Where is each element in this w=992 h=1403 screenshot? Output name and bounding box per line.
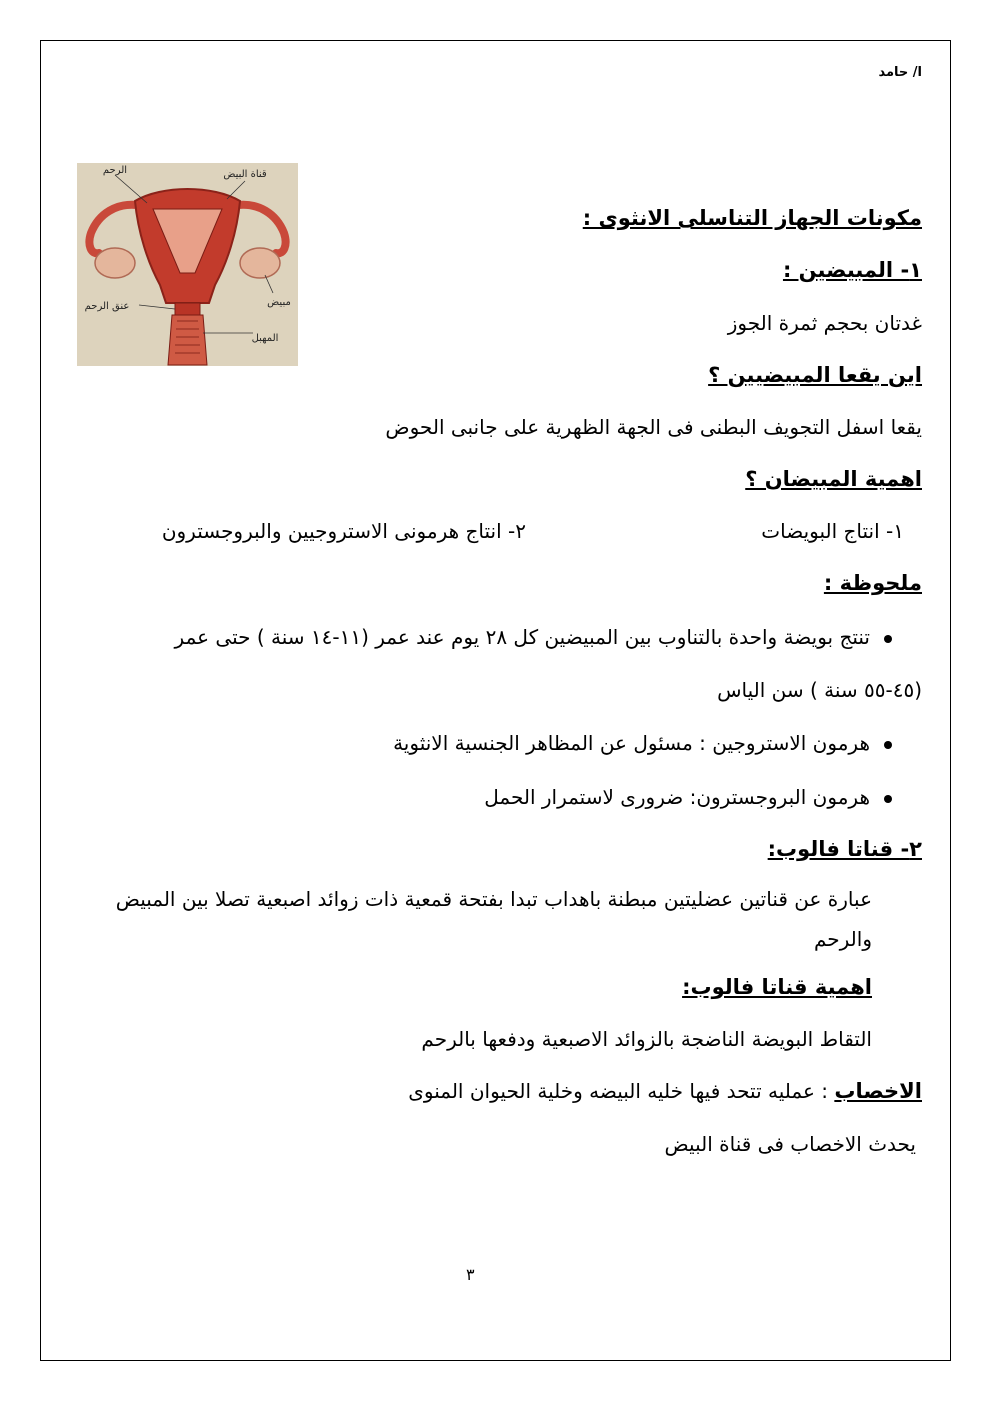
bullet-icon: [884, 741, 892, 749]
note-bullet-2-text: هرمون الاستروجين : مسئول عن المظاهر الجنسية الانثوية: [393, 731, 870, 755]
label-oviduct: قناة البيض: [223, 169, 267, 180]
ovaries-importance-2: ٢- انتاج هرمونى الاستروجيين والبروجسترون: [161, 519, 526, 543]
ovaries-heading: ١- المبيضين :: [782, 258, 922, 282]
author-header: ا/ حامد: [878, 65, 922, 80]
page-number: ٣: [466, 1265, 475, 1284]
fertilization-location: يحدث الاخصاب فى قناة البيض: [664, 1132, 916, 1156]
bullet-icon: [884, 635, 892, 643]
fallopian-description: عبارة عن قناتين عضليتين مبطنة باهداب تبدا بفتحة قمعية ذات زوائد اصبعية تصلا بين المبيض: [115, 887, 872, 911]
main-heading: مكونات الجهاز التناسلى الانثوى :: [582, 206, 922, 230]
label-vagina: المهبل: [251, 333, 279, 344]
ovaries-description: غدتان بحجم ثمرة الجوز: [727, 311, 922, 335]
fallopian-importance-question: اهمية قناتا فالوب:: [682, 975, 872, 999]
note-bullet-3-text: هرمون البروجسترون: ضرورى لاستمرار الحمل: [484, 785, 870, 809]
bullet-icon: [884, 795, 892, 803]
ovaries-location-question: اين يقعا المبيضيين ؟: [708, 363, 922, 387]
ovaries-location-answer: يقعا اسفل التجويف البطنى فى الجهة الظهرية على جانبى الحوض: [385, 415, 922, 439]
female-reproductive-system-diagram: [77, 163, 298, 366]
note-bullet-3: [484, 784, 892, 810]
fallopian-importance-answer: التقاط البويضة الناضجة بالزوائد الاصبعية ودفعها بالرحم: [421, 1027, 872, 1051]
fertilization-definition: [408, 1078, 922, 1104]
label-ovary: مبيض: [267, 297, 291, 308]
fallopian-description-continuation: والرحم: [813, 927, 872, 951]
label-cervix: عنق الرحم: [84, 301, 130, 312]
fallopian-heading: ٢- قناتا فالوب:: [767, 837, 922, 861]
note-bullet-1-continuation: (٤٥-٥٥ سنة ) سن الياس: [717, 678, 922, 702]
note-bullet-2: [393, 730, 892, 756]
ovaries-importance-1: ١- انتاج البويضات: [761, 519, 904, 543]
note-bullet-1-text: تنتج بويضة واحدة بالتناوب بين المبيضين كل ٢٨ يوم عند عمر (١١-١٤ سنة ) حتى عمر: [174, 625, 870, 649]
note-bullet-1: [175, 624, 892, 650]
fertilization-text: : عمليه تتحد فيها خليه البيضه وخلية الحيوان المنوى: [408, 1079, 828, 1103]
label-uterus: الرحم: [102, 165, 128, 176]
fertilization-term: الاخصاب: [834, 1079, 922, 1103]
ovaries-importance-question: اهمية المبيضان ؟: [745, 467, 922, 491]
note-heading: ملحوظة :: [823, 571, 922, 595]
